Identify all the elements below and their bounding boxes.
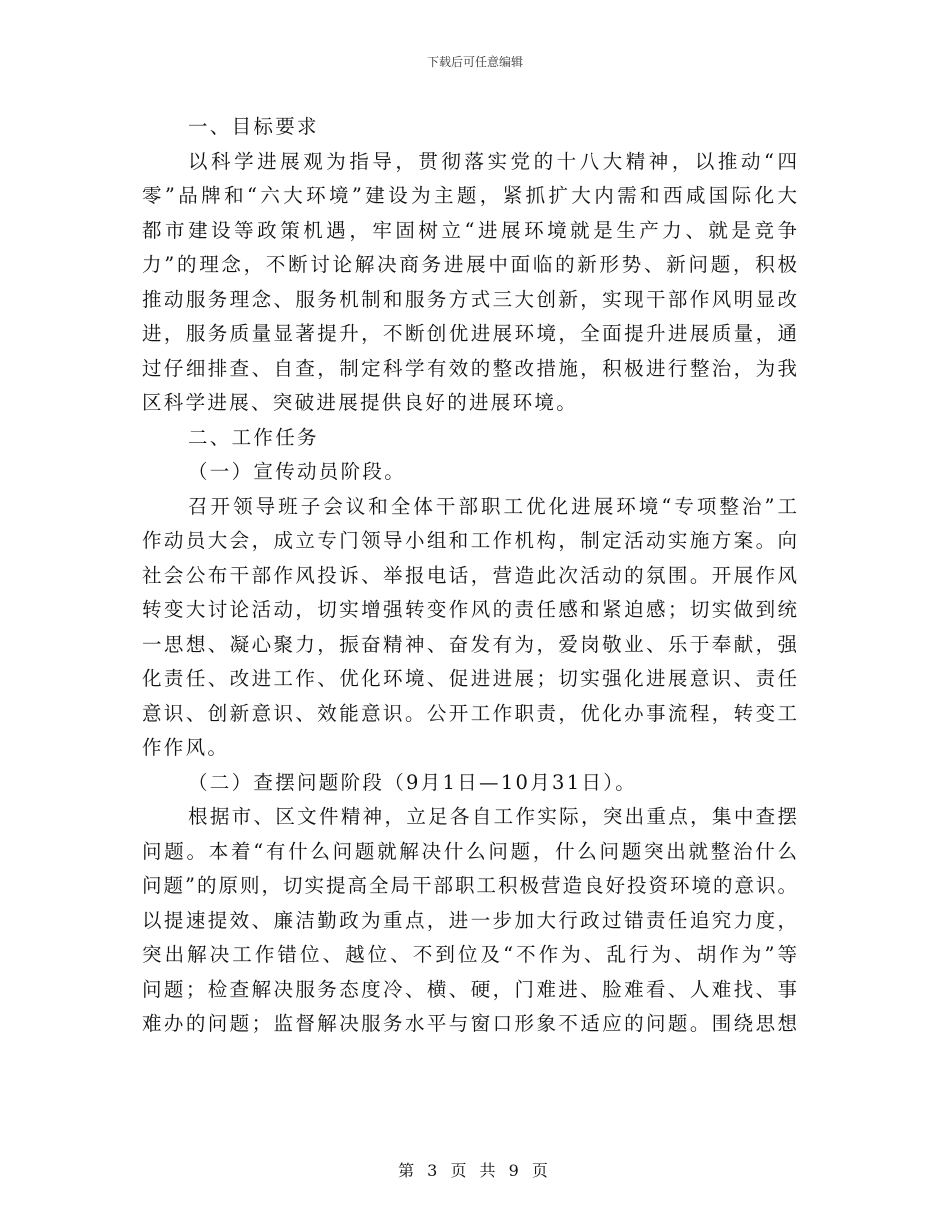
text-line: 过仔细排查、自查，制定科学有效的整改措施，积极进行整治，为我 [142,356,797,380]
text-line: 力”的理念，不断讨论解决商务进展中面临的新形势、新问题，积极 [142,253,797,276]
text-line: 以科学进展观为指导，贯彻落实党的十八大精神，以推动“四 [188,149,797,173]
text-line: 区科学进展、突破进展提供良好的进展环境。 [142,391,579,414]
document-body [142,110,797,1042]
text-line: 召开领导班子会议和全体干部职工优化进展环境“专项整治”工 [188,494,797,518]
text-line: 进，服务质量显著提升，不断创优进展环境，全面提升进展质量，通 [142,322,797,345]
text-line: 都市建设等政策机遇，牢固树立“进展环境就是生产力、就是竞争 [142,218,797,242]
text-line: 转变大讨论活动，切实增强转变作风的责任感和紧迫感；切实做到统 [142,598,797,621]
page-number: 第 3 页 共 9 页 [398,1161,552,1180]
text-line: 难办的问题；监督解决服务水平与窗口形象不适应的问题。围绕思想 [142,1012,797,1035]
text-line: 意识、创新意识、效能意识。公开工作职责，优化办事流程，转变工 [142,701,797,725]
text-line: 社会公布干部作风投诉、举报电话，营造此次活动的氛围。开展作风 [142,563,797,587]
text-line: 零”品牌和“六大环境”建设为主题，紧抓扩大内需和西咸国际化大 [142,184,797,207]
text-line: 推动服务理念、服务机制和服务方式三大创新，实现干部作风明显改 [142,287,797,311]
text-line: （一）宣传动员阶段。 [188,460,407,483]
text-line: 问题。本着“有什么问题就解决什么问题，什么问题突出就整治什么 [142,839,797,863]
text-line: 一思想、凝心聚力，振奋精神、奋发有为，爱岗敬业、乐于奉献，强 [142,632,797,656]
text-line: 二、工作任务 [188,425,319,449]
text-line: 以提速提效、廉洁勤政为重点，进一步加大行政过错责任追究力度， [142,908,797,932]
text-line: 作动员大会，成立专门领导小组和工作机构，制定活动实施方案。向 [142,529,797,552]
text-line: 一、目标要求 [188,115,319,138]
text-line: 问题；检查解决服务态度冷、横、硬，门难进、脸难看、人难找、事 [142,977,797,1001]
text-line: （二）查摆问题阶段（9月1日—10月31日）。 [188,770,638,794]
text-line: 问题”的原则，切实提高全局干部职工积极营造良好投资环境的意识。 [142,874,797,897]
text-line: 突出解决工作错位、越位、不到位及“不作为、乱行为、胡作为”等 [142,943,797,966]
page-header: 下载后可任意编辑 [426,55,523,69]
text-line: 化责任、改进工作、优化环境、促进进展；切实强化进展意识、责任 [142,667,797,690]
text-line: 根据市、区文件精神，立足各自工作实际，突出重点，集中查摆 [188,805,797,828]
text-line: 作作风。 [142,736,230,759]
